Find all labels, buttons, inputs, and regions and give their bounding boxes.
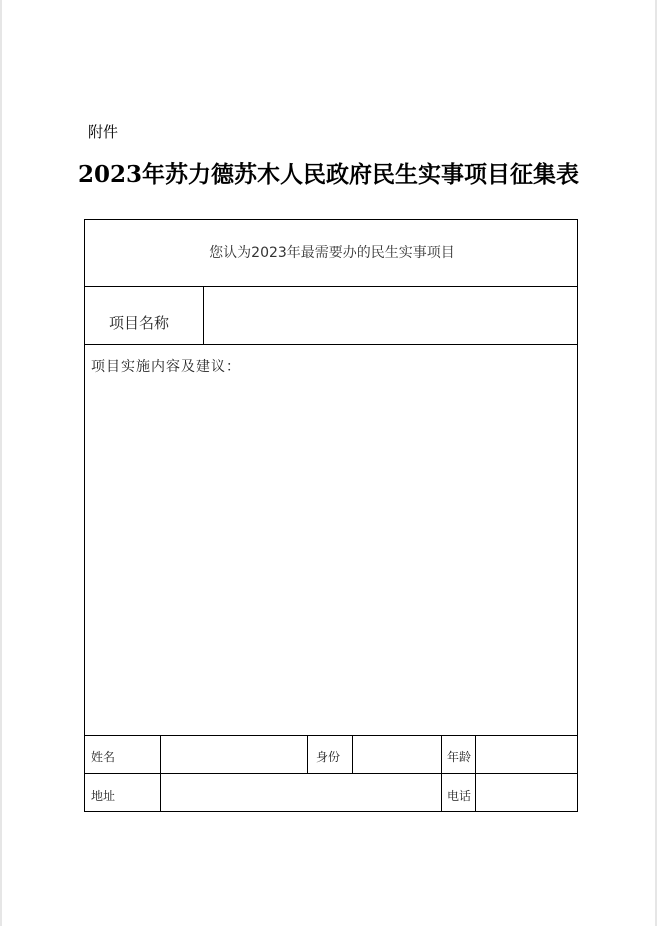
id-field[interactable] — [353, 736, 441, 773]
age-label: 年龄 — [447, 750, 472, 764]
id-label: 身份 — [316, 750, 341, 764]
name-field[interactable] — [161, 736, 307, 773]
page-title: 2023年苏力德苏木人民政府民生实事项目征集表 — [77, 161, 579, 188]
collection-form-table — [84, 219, 578, 812]
question-heading: 您认为2023年最需要办的民生实事项目 — [209, 245, 455, 261]
phone-field[interactable] — [476, 774, 577, 811]
project-name-label: 项目名称 — [109, 314, 170, 332]
project-name-field[interactable] — [204, 287, 577, 344]
address-field[interactable] — [161, 774, 441, 811]
phone-label: 电话 — [447, 789, 472, 803]
age-field[interactable] — [476, 736, 577, 773]
attachment-label: 附件 — [88, 123, 119, 141]
address-label: 地址 — [91, 789, 116, 803]
content-label: 项目实施内容及建议： — [91, 359, 241, 375]
content-field[interactable] — [85, 380, 577, 734]
column-divider — [307, 735, 308, 773]
name-label: 姓名 — [91, 750, 116, 764]
row-divider — [85, 344, 577, 345]
